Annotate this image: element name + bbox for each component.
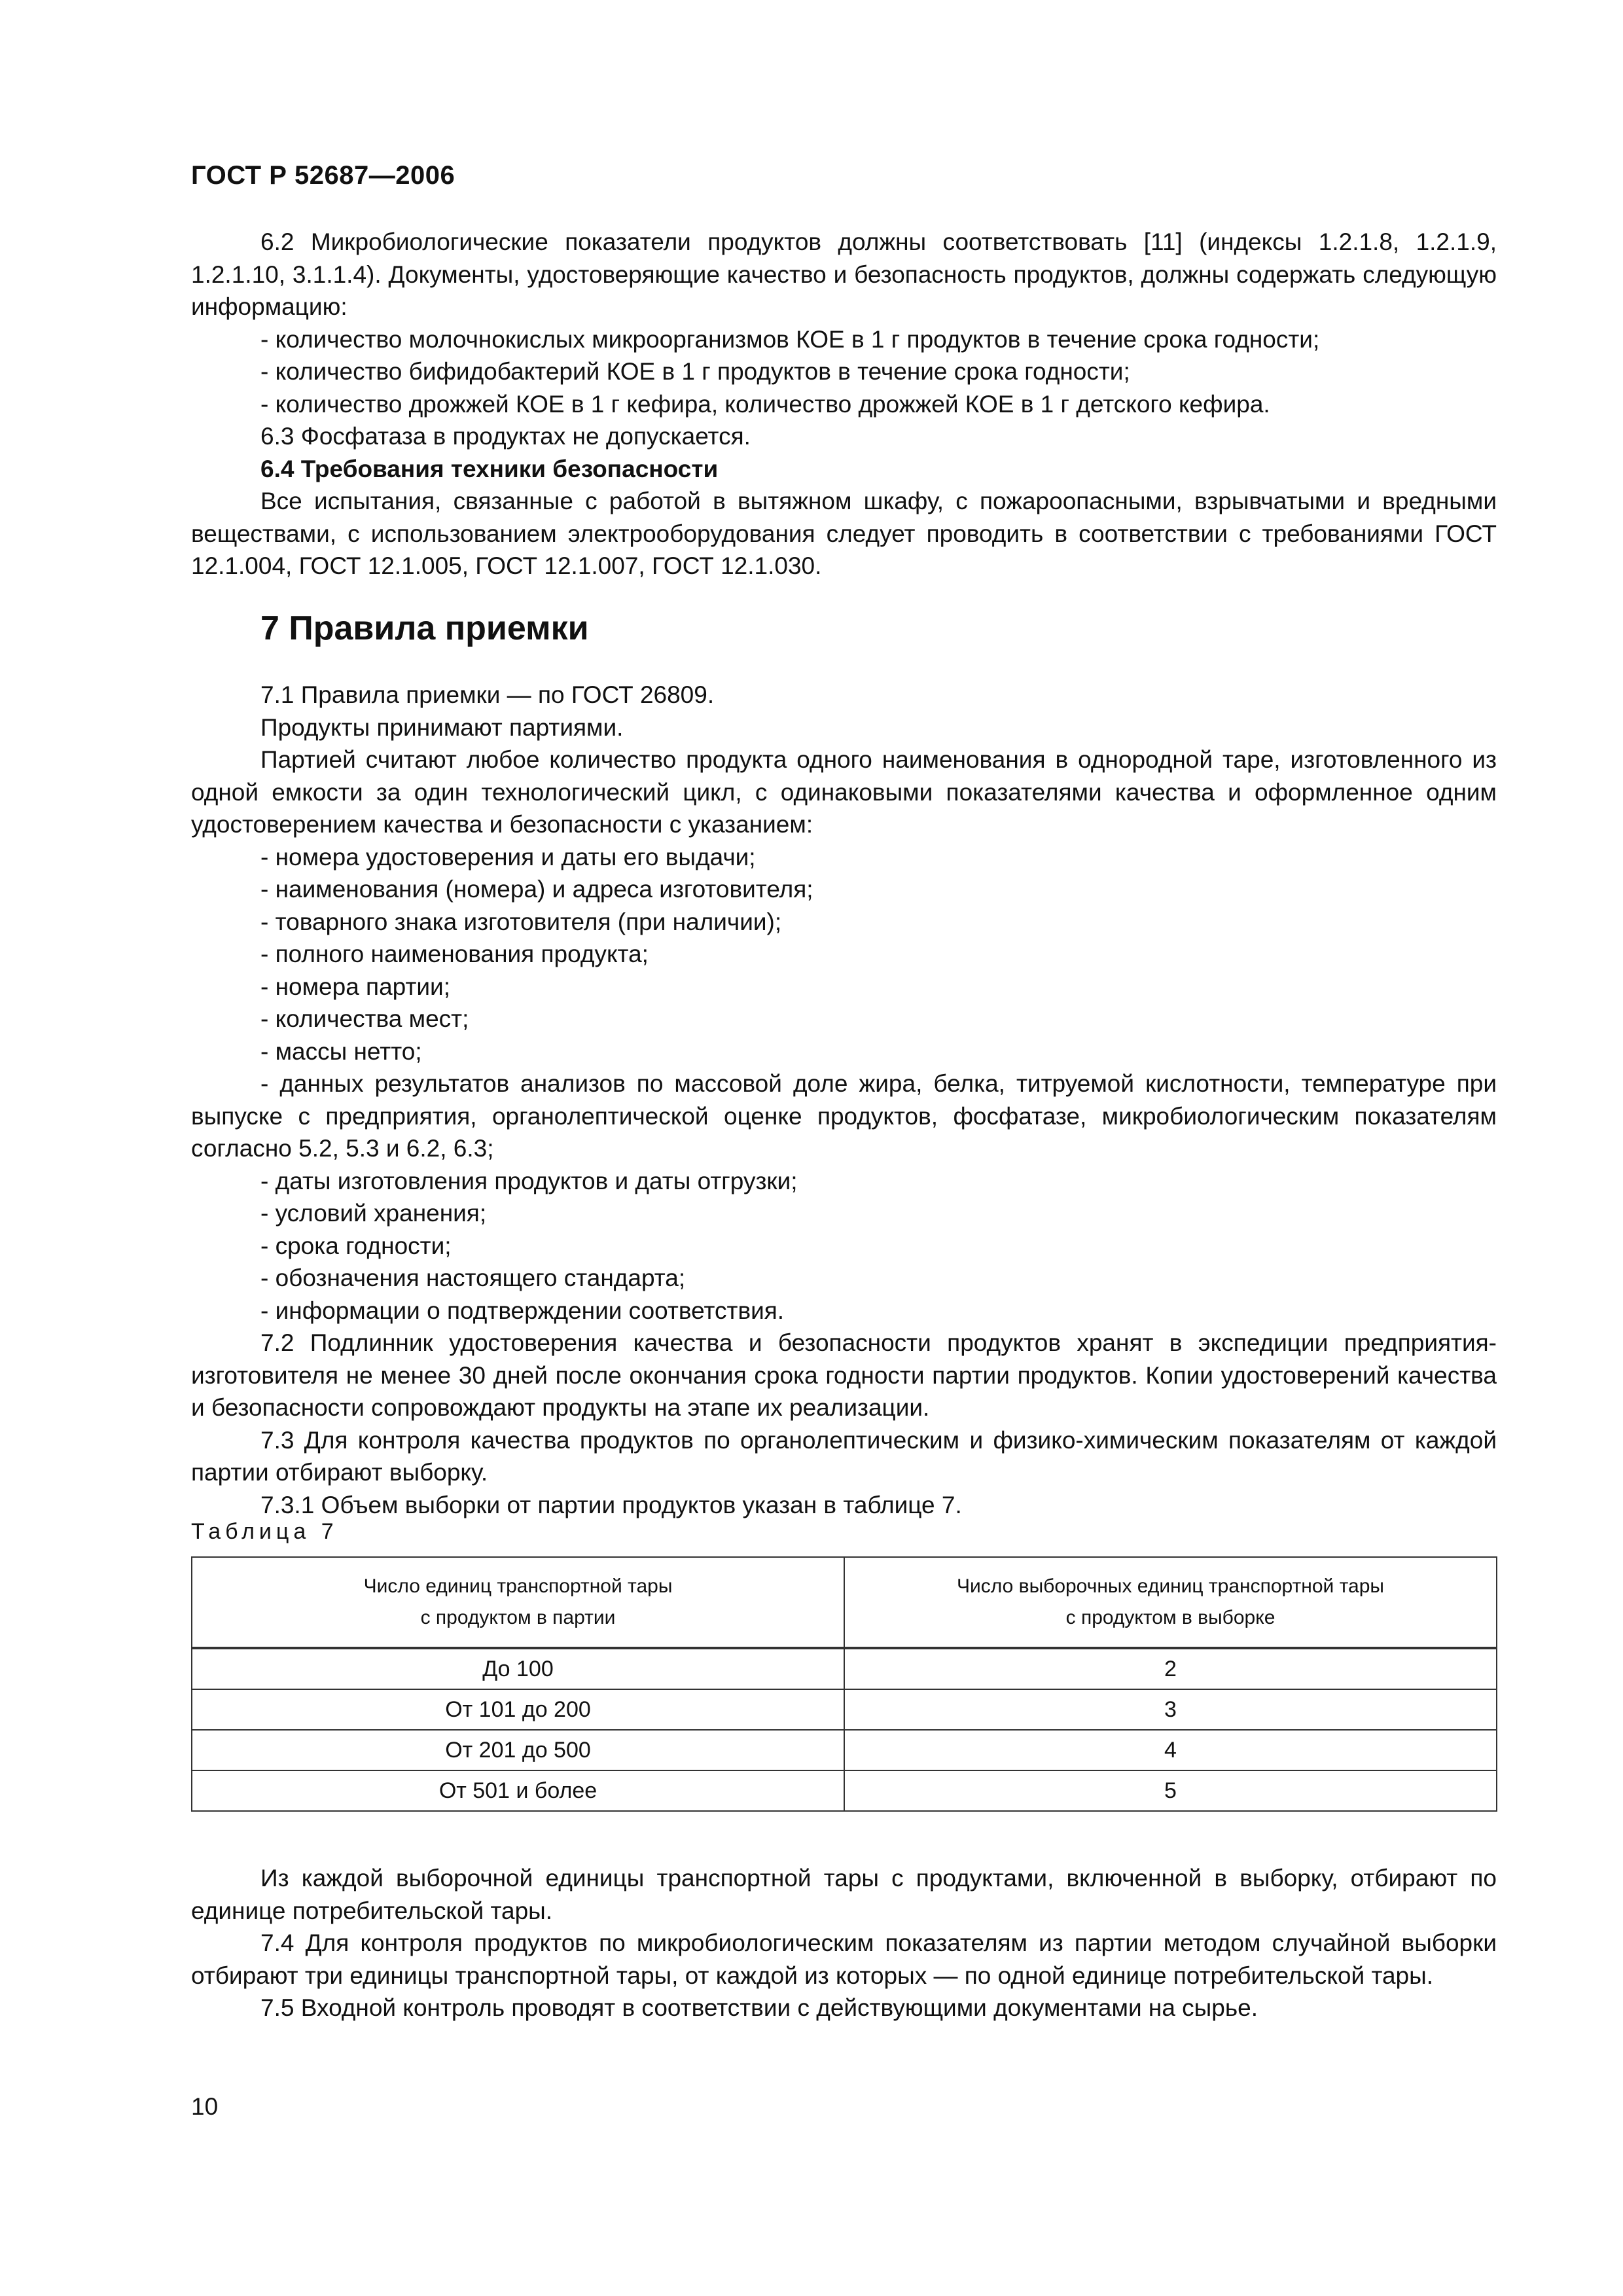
paragraph: 7.3.1 Объем выборки от партии продуктов указан в таблице 7. (260, 1491, 962, 1518)
list-item: - срока годности; (260, 1232, 452, 1259)
paragraph: Продукты принимают партиями. (260, 713, 624, 741)
list-item: - номера удостоверения и даты его выдачи; (260, 843, 756, 870)
paragraph: 7.1 Правила приемки — по ГОСТ 26809. (260, 681, 715, 708)
list-item: - условий хранения; (260, 1200, 487, 1227)
paragraph: Все испытания, связанные с работой в вытяжном шкафу, с пожароопасными, взрывчатыми и вредными веществами, с использованием электрооборудования следует проводить в соответствии с требованиями ГОСТ 12.1.004, ГОСТ 12.1.005, ГОСТ 12.1.007, ГОСТ 12.1.030. (191, 488, 1497, 579)
table-header-row (192, 1557, 1497, 1648)
list-item: - товарного знака изготовителя (при наличии); (260, 908, 782, 935)
list-item: - количество молочнокислых микроорганизмов КОЕ в 1 г продуктов в течение срока годности; (260, 325, 1320, 353)
list-item: - обозначения настоящего стандарта; (260, 1265, 686, 1291)
section-6-text (191, 226, 1497, 583)
paragraph: 7.3 Для контроля качества продуктов по органолептическим и физико-химическим показателям от каждой партии отбирают выборку. (191, 1426, 1497, 1486)
table-cell: 4 (844, 1730, 1497, 1770)
table-row (192, 1648, 1497, 1689)
table-cell: 3 (844, 1689, 1497, 1730)
table-cell: От 501 и более (192, 1770, 844, 1811)
list-item: - массы нетто; (260, 1037, 422, 1065)
list-item: - наименования (номера) и адреса изготовителя; (260, 876, 813, 903)
list-item: - количество дрожжей КОЕ в 1 г кефира, количество дрожжей КОЕ в 1 г детского кефира. (260, 390, 1270, 418)
table-row (192, 1689, 1497, 1730)
table-caption: Таблица 7 (191, 1519, 338, 1544)
paragraph: Из каждой выборочной единицы транспортной тары с продуктами, включенной в выборку, отбирают по единице потребительской тары. (191, 1865, 1497, 1924)
section-title: 7 Правила приемки (260, 609, 589, 647)
list-item: - даты изготовления продуктов и даты отгрузки; (260, 1167, 798, 1194)
paragraph: 7.2 Подлинник удостоверения качества и безопасности продуктов хранят в экспедиции предприятия-изготовителя не менее 30 дней после окончания срока годности партии продуктов. Копии удостоверений качества и безопасности сопровождают продукты на этапе их реализации. (191, 1329, 1497, 1421)
table-row (192, 1730, 1497, 1770)
list-item: - номера партии; (260, 973, 451, 1000)
paragraph: 7.5 Входной контроль проводят в соответствии с действующими документами на сырье. (260, 1994, 1258, 2021)
paragraph: 7.4 Для контроля продуктов по микробиологическим показателям из партии методом случайной выборки отбирают три единицы транспортной тары, от каждой из которых — по одной единице потребительской тары. (191, 1929, 1497, 1989)
table-7 (191, 1556, 1497, 1812)
table-cell: До 100 (192, 1648, 844, 1689)
list-item: - количества мест; (260, 1005, 469, 1032)
paragraph: Партией считают любое количество продукта одного наименования в однородной таре, изготовленного из одной емкости за один технологический цикл, с одинаковыми показателями качества и оформленное одним удостоверением качества и безопасности с указанием: (191, 746, 1497, 838)
list-item: - количество бифидобактерий КОЕ в 1 г продуктов в течение срока годности; (260, 358, 1130, 385)
table-header-cell: Число единиц транспортной тары с продуктом в партии (192, 1557, 844, 1648)
table-cell: От 101 до 200 (192, 1689, 844, 1730)
document-header: ГОСТ Р 52687—2006 (191, 161, 455, 190)
table-header-cell: Число выборочных единиц транспортной тары с продуктом в выборке (844, 1557, 1497, 1648)
table-row (192, 1770, 1497, 1811)
paragraph: 6.2 Микробиологические показатели продуктов должны соответствовать [11] (индексы 1.2.1.8, 1.2.1.9, 1.2.1.10, 3.1.1.4). Документы, удостоверяющие качество и безопасность продуктов, должны содержать следующую информацию: (191, 228, 1497, 320)
list-item: - информации о подтверждении соответствия. (260, 1297, 785, 1324)
table-cell: От 201 до 500 (192, 1730, 844, 1770)
paragraph: - данных результатов анализов по массовой доле жира, белка, титруемой кислотности, температуре при выпуске с предприятия, органолептической оценке продуктов, фосфатазе, микробиологическим показателям согласно 5.2, 5.3 и 6.2, 6.3; (191, 1070, 1497, 1162)
paragraph: 6.4 Требования техники безопасности (260, 455, 719, 482)
table-cell: 5 (844, 1770, 1497, 1811)
list-item: - полного наименования продукта; (260, 941, 649, 967)
table-cell: 2 (844, 1648, 1497, 1689)
paragraph: 6.3 Фосфатаза в продуктах не допускается. (260, 423, 751, 450)
section-7-text (191, 679, 1497, 1521)
page-number: 10 (191, 2093, 219, 2120)
after-table-text (191, 1862, 1497, 2024)
